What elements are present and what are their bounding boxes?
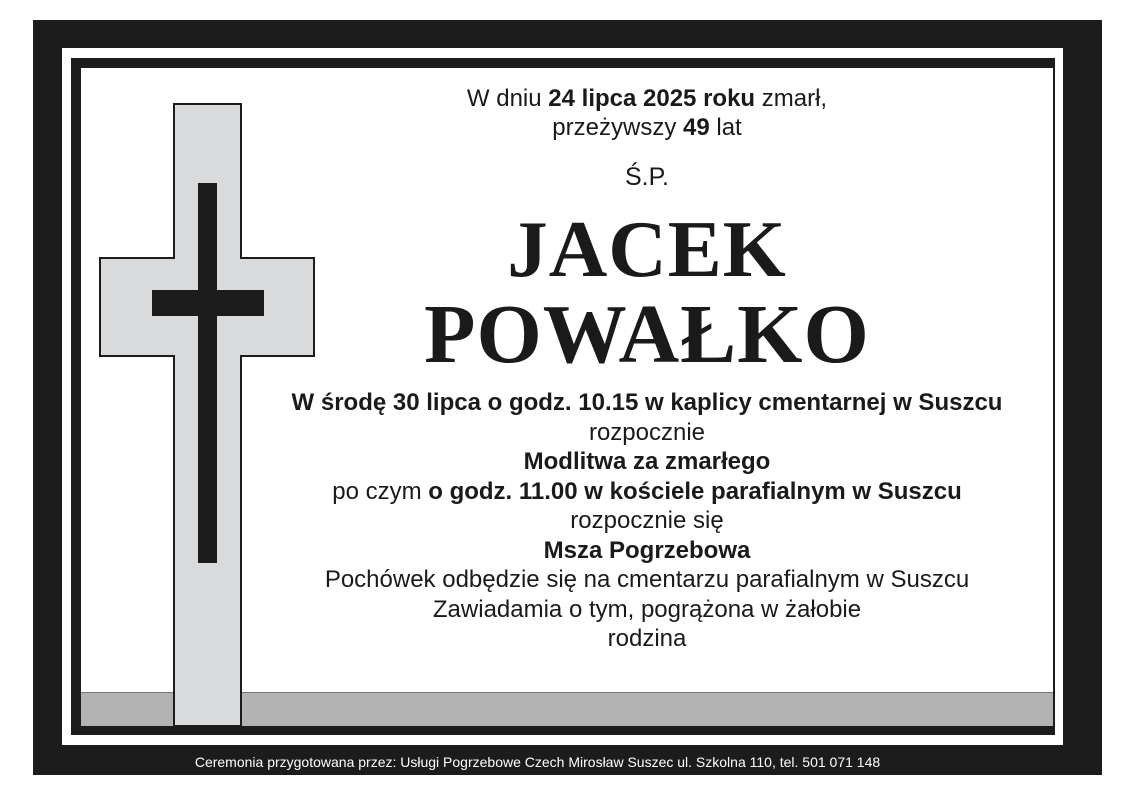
notify-line: Zawiadamia o tym, pogrążona w żałobie [432,595,862,623]
mass-line: Msza Pogrzebowa [543,536,751,564]
prayer-line: Modlitwa za zmarłego [523,448,771,475]
ceremony-details [247,388,1047,654]
death-date: 24 lipca 2025 roku [548,85,756,112]
obituary-text [247,84,1047,654]
intro-suffix: zmarł, [755,85,828,112]
obituary-panel [81,68,1053,726]
age-value: 49 [682,114,710,141]
intro-line-1 [247,84,1047,113]
funeral-home-footer: Ceremonia przygotowana przez: Usługi Pogrzebowe Czech Mirosław Suszec ul. Szkolna 110, tel. 501 071 148 [194,754,881,770]
intro-line-2 [247,113,1047,142]
church-line [247,477,1047,507]
intro-prefix: W dniu [466,85,549,112]
begins-line: rozpocznie [588,418,706,446]
burial-line: Pochówek odbędzie się na cmentarzu parafialnym w Suszcu [324,566,970,593]
deceased-last-name: POWAŁKO [424,288,870,381]
age-suffix: lat [709,114,742,141]
honorific-title: Ś.P. [624,163,670,191]
church-line-prefix: po czym [332,477,429,505]
age-prefix: przeżywszy [552,114,683,141]
cross-inner-vertical [198,183,217,563]
begins-mass-line: rozpocznie się [570,507,724,534]
family-line: rodzina [607,625,687,652]
deceased-first-name: JACEK [507,204,787,294]
chapel-prayer-line: W środę 30 lipca o godz. 10.15 w kaplicy cmentarnej w Suszcu [291,389,1003,416]
church-time-place: o godz. 11.00 w kościele parafialnym w Suszcu [428,477,962,505]
